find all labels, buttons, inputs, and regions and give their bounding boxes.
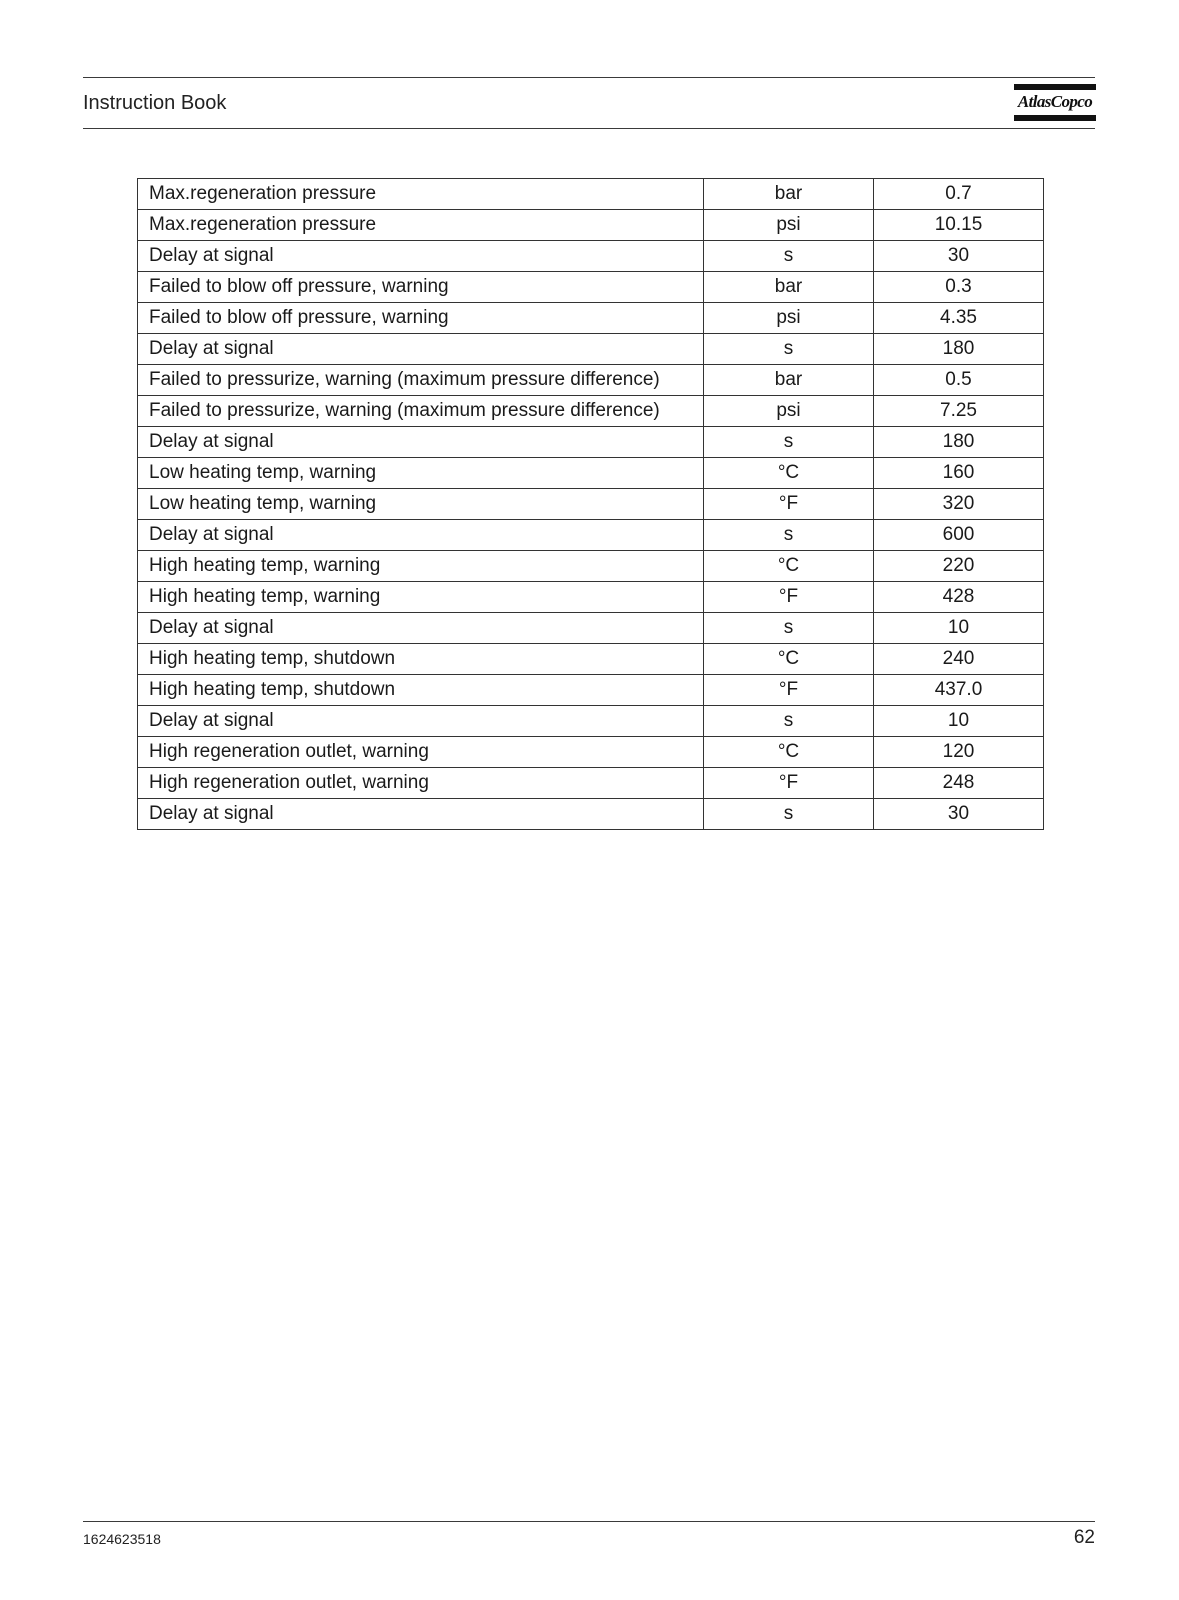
unit-cell: °F bbox=[704, 489, 874, 520]
unit-cell: °F bbox=[704, 768, 874, 799]
table-row bbox=[138, 675, 1044, 706]
unit-cell: °F bbox=[704, 675, 874, 706]
unit-cell: °C bbox=[704, 551, 874, 582]
value-cell: 600 bbox=[874, 520, 1044, 551]
value-cell: 10 bbox=[874, 613, 1044, 644]
unit-cell: s bbox=[704, 427, 874, 458]
unit-cell: bar bbox=[704, 179, 874, 210]
logo-bottom-bar bbox=[1014, 115, 1096, 121]
parameter-table bbox=[137, 178, 1044, 830]
header-title: Instruction Book bbox=[83, 92, 227, 114]
parameter-cell: High heating temp, warning bbox=[138, 551, 704, 582]
parameter-cell: Failed to blow off pressure, warning bbox=[138, 272, 704, 303]
parameter-cell: High heating temp, shutdown bbox=[138, 644, 704, 675]
parameter-cell: Delay at signal bbox=[138, 520, 704, 551]
unit-cell: s bbox=[704, 799, 874, 830]
unit-cell: bar bbox=[704, 365, 874, 396]
parameter-cell: Delay at signal bbox=[138, 241, 704, 272]
unit-cell: s bbox=[704, 706, 874, 737]
unit-cell: s bbox=[704, 241, 874, 272]
value-cell: 180 bbox=[874, 334, 1044, 365]
parameter-cell: High heating temp, shutdown bbox=[138, 675, 704, 706]
unit-cell: psi bbox=[704, 396, 874, 427]
parameter-cell: Low heating temp, warning bbox=[138, 489, 704, 520]
parameter-cell: High heating temp, warning bbox=[138, 582, 704, 613]
value-cell: 7.25 bbox=[874, 396, 1044, 427]
footer-rule bbox=[83, 1521, 1095, 1522]
table-row bbox=[138, 365, 1044, 396]
unit-cell: s bbox=[704, 334, 874, 365]
table-row bbox=[138, 768, 1044, 799]
unit-cell: °C bbox=[704, 458, 874, 489]
table-row bbox=[138, 458, 1044, 489]
parameter-cell: Failed to pressurize, warning (maximum pressure difference) bbox=[138, 396, 704, 427]
parameter-table-body bbox=[138, 179, 1044, 830]
header-top-rule bbox=[83, 77, 1095, 78]
value-cell: 160 bbox=[874, 458, 1044, 489]
value-cell: 4.35 bbox=[874, 303, 1044, 334]
atlas-copco-logo bbox=[1014, 80, 1096, 126]
table-row bbox=[138, 427, 1044, 458]
table-row bbox=[138, 210, 1044, 241]
table-row bbox=[138, 241, 1044, 272]
unit-cell: bar bbox=[704, 272, 874, 303]
document-number: 1624623518 bbox=[83, 1531, 161, 1547]
parameter-cell: Delay at signal bbox=[138, 334, 704, 365]
table-row bbox=[138, 799, 1044, 830]
value-cell: 437.0 bbox=[874, 675, 1044, 706]
value-cell: 428 bbox=[874, 582, 1044, 613]
parameter-cell: Delay at signal bbox=[138, 427, 704, 458]
parameter-cell: High regeneration outlet, warning bbox=[138, 768, 704, 799]
unit-cell: s bbox=[704, 613, 874, 644]
value-cell: 0.7 bbox=[874, 179, 1044, 210]
value-cell: 0.5 bbox=[874, 365, 1044, 396]
value-cell: 180 bbox=[874, 427, 1044, 458]
value-cell: 248 bbox=[874, 768, 1044, 799]
unit-cell: psi bbox=[704, 303, 874, 334]
parameter-cell: Failed to blow off pressure, warning bbox=[138, 303, 704, 334]
unit-cell: °C bbox=[704, 737, 874, 768]
parameter-cell: Max.regeneration pressure bbox=[138, 210, 704, 241]
table-row bbox=[138, 644, 1044, 675]
parameter-cell: Delay at signal bbox=[138, 799, 704, 830]
table-row bbox=[138, 334, 1044, 365]
unit-cell: s bbox=[704, 520, 874, 551]
table-row bbox=[138, 272, 1044, 303]
table-row bbox=[138, 582, 1044, 613]
table-row bbox=[138, 706, 1044, 737]
table-row bbox=[138, 520, 1044, 551]
table-row bbox=[138, 396, 1044, 427]
unit-cell: °C bbox=[704, 644, 874, 675]
value-cell: 10.15 bbox=[874, 210, 1044, 241]
value-cell: 320 bbox=[874, 489, 1044, 520]
parameter-cell: Delay at signal bbox=[138, 613, 704, 644]
value-cell: 30 bbox=[874, 241, 1044, 272]
table-row bbox=[138, 489, 1044, 520]
parameter-cell: Failed to pressurize, warning (maximum pressure difference) bbox=[138, 365, 704, 396]
parameter-cell: Low heating temp, warning bbox=[138, 458, 704, 489]
parameter-cell: High regeneration outlet, warning bbox=[138, 737, 704, 768]
table-row bbox=[138, 551, 1044, 582]
unit-cell: psi bbox=[704, 210, 874, 241]
parameter-cell: Delay at signal bbox=[138, 706, 704, 737]
table-row bbox=[138, 303, 1044, 334]
value-cell: 10 bbox=[874, 706, 1044, 737]
value-cell: 120 bbox=[874, 737, 1044, 768]
unit-cell: °F bbox=[704, 582, 874, 613]
parameter-cell: Max.regeneration pressure bbox=[138, 179, 704, 210]
value-cell: 240 bbox=[874, 644, 1044, 675]
logo-top-bar bbox=[1014, 84, 1096, 90]
value-cell: 220 bbox=[874, 551, 1044, 582]
table-row bbox=[138, 613, 1044, 644]
header-bottom-rule bbox=[83, 128, 1095, 129]
table-row bbox=[138, 179, 1044, 210]
value-cell: 0.3 bbox=[874, 272, 1044, 303]
value-cell: 30 bbox=[874, 799, 1044, 830]
logo-wordmark: AtlasCopco bbox=[1017, 92, 1093, 111]
page-number: 62 bbox=[1073, 1527, 1095, 1548]
table-row bbox=[138, 737, 1044, 768]
